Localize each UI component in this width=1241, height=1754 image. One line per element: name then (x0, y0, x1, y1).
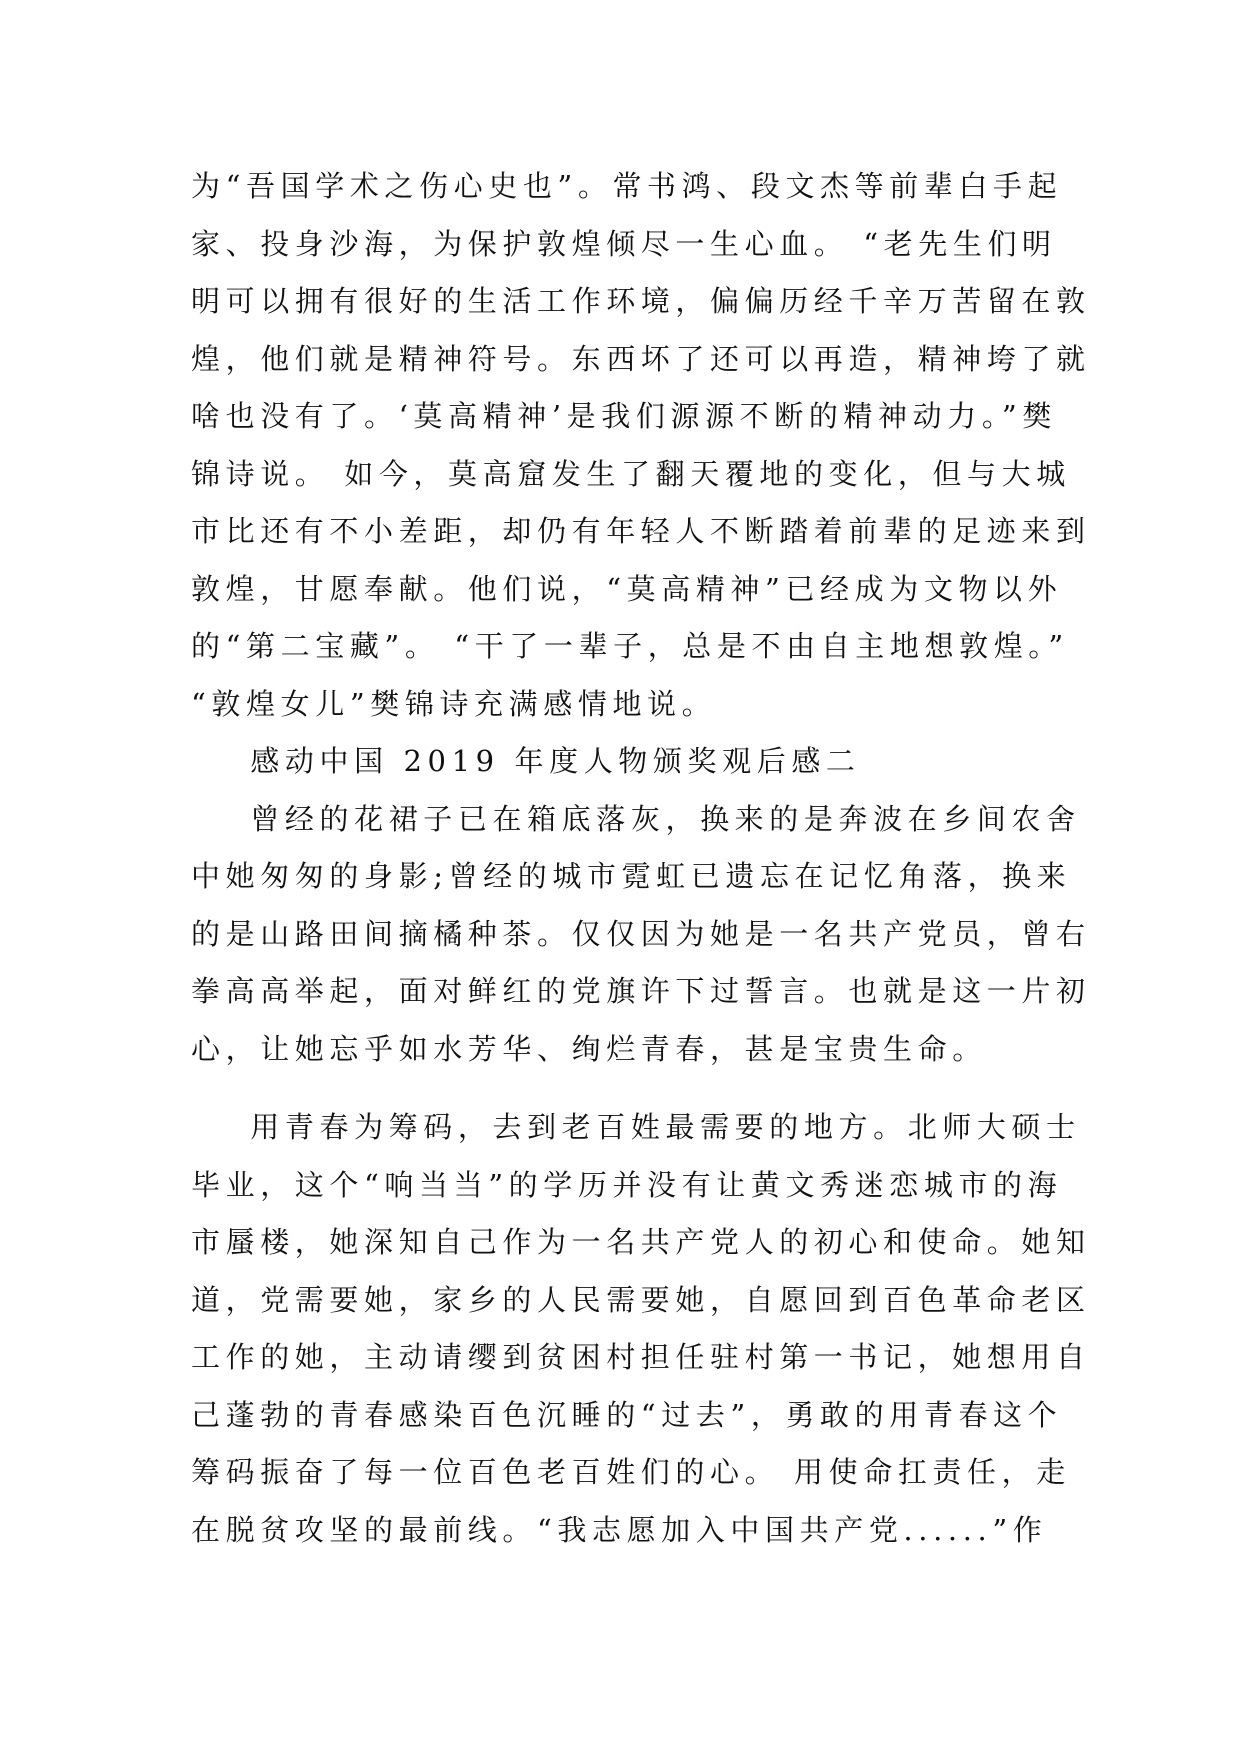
text-line: “敦煌女儿”樊锦诗充满感情地说。 (191, 686, 717, 721)
text-line: 筹码振奋了每一位百色老百姓们的心。 用使命扛责任，走 (191, 1455, 1071, 1489)
text-line: 工作的她，主动请缨到贫困村担任驻村第一书记，她想用自 (191, 1340, 1091, 1374)
text-line: 啥也没有了。‘莫高精神’是我们源源不断的精神动力。”樊 (191, 399, 1057, 433)
text-line: 道，党需要她，家乡的人民需要她，自愿回到百色革命老区 (191, 1282, 1091, 1317)
text-line: 敦煌，甘愿奉献。他们说，“莫高精神”已经成为文物以外 (191, 571, 1063, 606)
text-line: 明可以拥有很好的生活工作环境，偏偏历经千辛万苦留在敦 (191, 284, 1091, 318)
text-line: 拳高高举起，面对鲜红的党旗许下过誓言。也就是这一片初 (191, 974, 1091, 1008)
text-line: 煌，他们就是精神符号。东西坏了还可以再造，精神垮了就 (191, 341, 1091, 376)
text-line: 毕业，这个“响当当”的学历并没有让黄文秀迷恋城市的海 (191, 1167, 1063, 1202)
text-line: 用青春为筹码，去到老百姓最需要的地方。北师大硕士 (191, 1110, 1081, 1144)
document-body (191, 158, 1091, 1559)
text-line: 的“第二宝藏”。 “干了一辈子，总是不由自主地想敦煌。” (191, 629, 1069, 663)
paragraph-gap (191, 1078, 1051, 1099)
text-line: 为“吾国学术之伤心史也”。常书鸿、段文杰等前辈白手起 (191, 169, 1063, 203)
text-line: 家、投身沙海，为保护敦煌倾尽一生心血。 “老先生们明 (191, 226, 1057, 261)
text-line: 锦诗说。 如今，莫高窟发生了翻天覆地的变化，但与大城 (191, 456, 1071, 491)
text-line: 市蜃楼，她深知自己作为一名共产党人的初心和使命。她知 (191, 1225, 1091, 1259)
text-line: 的是山路田间摘橘种茶。仅仅因为她是一名共产党员，曾右 (191, 916, 1091, 951)
text-line: 中她匆匆的身影;曾经的城市霓虹已遗忘在记忆角落，换来 (191, 859, 1072, 893)
section-heading: 感动中国 2019 年度人物颁奖观后感二 (191, 744, 861, 778)
text-line: 心，让她忘乎如水芳华、绚烂青春，甚是宝贵生命。 (191, 1031, 987, 1066)
text-line: 市比还有不小差距，却仍有年轻人不断踏着前辈的足迹来到 (191, 514, 1091, 548)
text-line: 在脱贫攻坚的最前线。“我志愿加入中国共产党......”作 (191, 1512, 1048, 1547)
text-line: 曾经的花裙子已在箱底落灰，换来的是奔波在乡间农舍 (191, 801, 1081, 836)
text-line: 己蓬勃的青春感染百色沉睡的“过去”，勇敢的用青春这个 (191, 1397, 1063, 1432)
